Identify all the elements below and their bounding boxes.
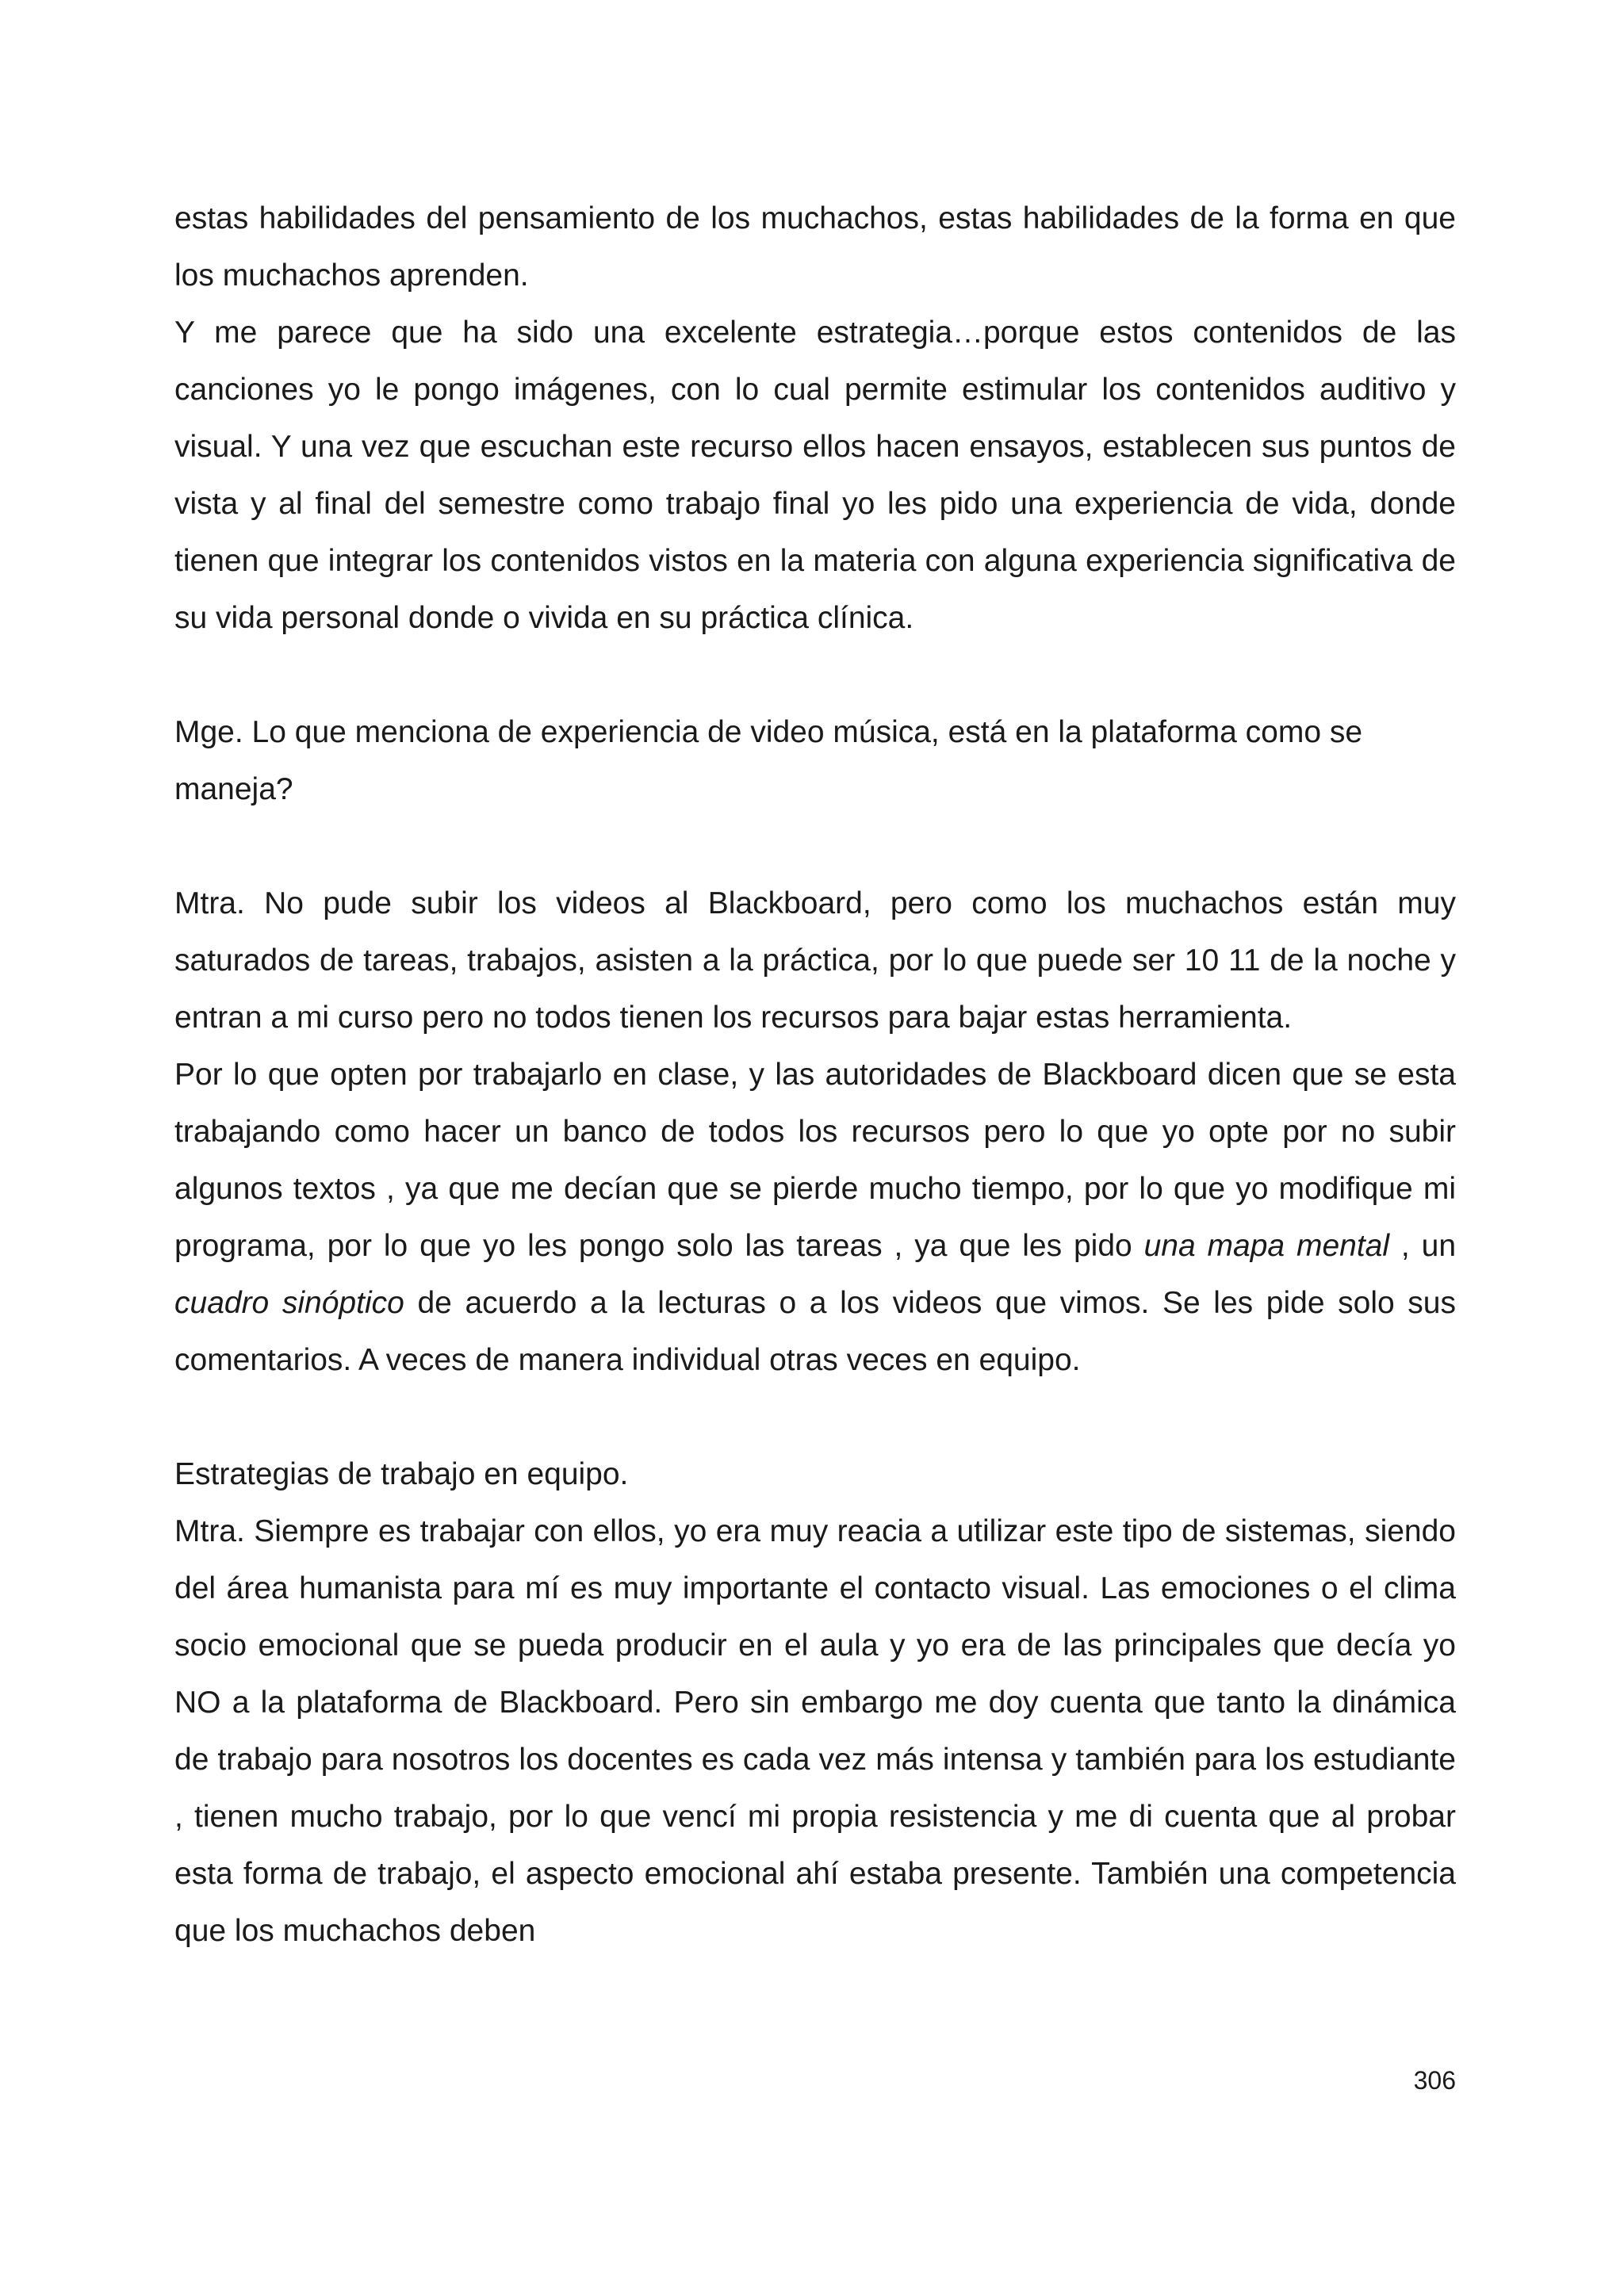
paragraph-text: , un: [1389, 1229, 1457, 1263]
paragraph-text: Mtra. Siempre es trabajar con ellos, yo era muy reacia a utilizar este tipo de sistemas, siendo del área humanista para mí es muy importante el contacto visual. Las emociones o el clima socio emocional que se pueda producir en el aula y yo era de las principales que decía yo NO a la plataforma de Blackboard. Pero sin embargo me doy cuenta que tanto la dinámica de trabajo para nosotros los docentes es cada vez más intensa y también para los estudiante , tienen mucho trabajo, por lo que vencí mi propia resistencia y me di cuenta que al probar esta forma de trabajo, el aspecto emocional ahí estaba presente. También una competencia que los muchachos deben: [174, 1514, 1456, 1948]
paragraph-teamwork: [174, 1503, 1456, 1960]
paragraph-answer-videos: [174, 875, 1456, 1047]
paragraph-text: estas habilidades del pensamiento de los muchachos, estas habilidades de la forma en que los muchachos aprenden.: [174, 201, 1456, 293]
italic-term: cuadro sinóptico: [174, 1286, 404, 1320]
page-number: 306: [1413, 2066, 1456, 2095]
paragraph-text: Mge. Lo que menciona de experiencia de video música, está en la plataforma como se maneja?: [174, 715, 1363, 806]
paragraph-answer-tasks: [174, 1047, 1456, 1389]
paragraph-text: Por lo que opten por trabajarlo en clase, y las autoridades de Blackboard dicen que se esta trabajando como hacer un banco de todos los recursos pero lo que yo opte por no subir algunos textos , ya que me decían que se pierde mucho tiempo, por lo que yo modifique mi programa, por lo que yo les pongo solo las tareas , ya que les pido: [174, 1058, 1456, 1263]
paragraph-question: [174, 704, 1456, 818]
heading-text: Estrategias de trabajo en equipo.: [174, 1457, 629, 1491]
paragraph-continuation: [174, 190, 1456, 304]
paragraph-text: Mtra. No pude subir los videos al Blackboard, pero como los muchachos están muy saturados de tareas, trabajos, asisten a la práctica, por lo que puede ser 10 11 de la noche y entran a mi curso pero no todos tienen los recursos para bajar estas herramienta.: [174, 886, 1456, 1035]
section-heading: [174, 1446, 1456, 1503]
paragraph-text: de acuerdo a la lecturas o a los videos que vimos. Se les pide solo sus comentarios. A veces de manera individual otras veces en equipo.: [174, 1286, 1457, 1377]
italic-term: una mapa mental: [1143, 1229, 1390, 1263]
paragraph-strategy: [174, 304, 1456, 647]
paragraph-text: Y me parece que ha sido una excelente estrategia…porque estos contenidos de las canciones yo le pongo imágenes, con lo cual permite estimular los contenidos auditivo y visual. Y una vez que escuchan este recurso ellos hacen ensayos, establecen sus puntos de vista y al final del semestre como trabajo final yo les pido una experiencia de vida, donde tienen que integrar los contenidos vistos en la materia con alguna experiencia significativa de su vida personal donde o vivida en su práctica clínica.: [174, 316, 1456, 635]
document-body: [174, 190, 1456, 1960]
